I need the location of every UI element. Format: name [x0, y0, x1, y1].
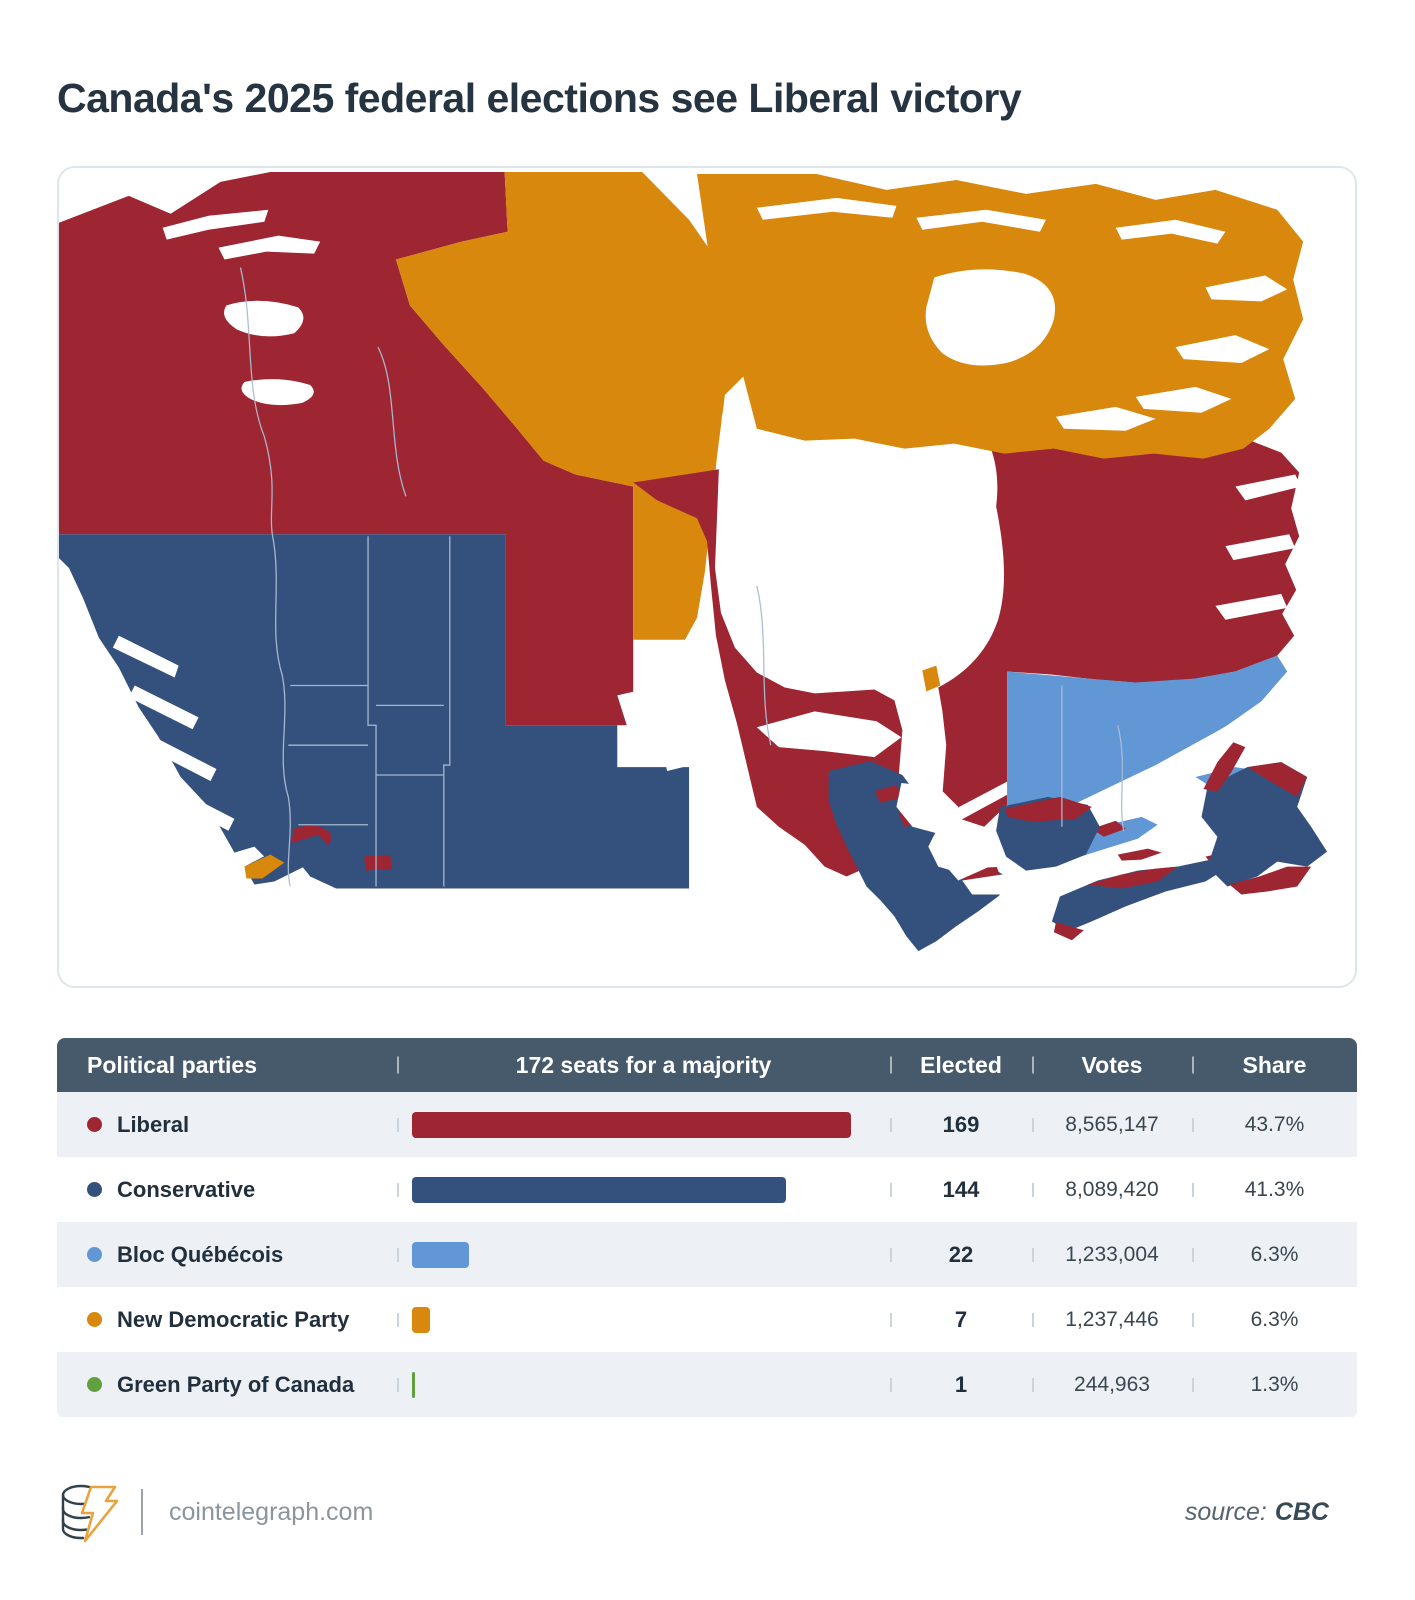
party-name: Bloc Québécois — [117, 1241, 284, 1267]
votes-count: 8,089,420 — [1065, 1177, 1159, 1201]
source-value: CBC — [1274, 1498, 1329, 1526]
header-majority: 172 seats for a majority — [515, 1051, 772, 1078]
column-divider — [1032, 1118, 1034, 1132]
votes-count: 1,233,004 — [1065, 1242, 1159, 1266]
party-name: New Democratic Party — [117, 1306, 350, 1332]
votes-count: 244,963 — [1074, 1372, 1150, 1396]
source-label: source: — [1184, 1498, 1267, 1526]
table-row-ndp — [57, 1287, 1357, 1352]
table-row-liberal — [57, 1092, 1357, 1157]
column-divider — [890, 1057, 892, 1074]
table-row-bloc-quebecois — [57, 1222, 1357, 1287]
table-row-green-party — [57, 1352, 1357, 1417]
column-divider — [890, 1313, 892, 1327]
column-divider — [1032, 1313, 1034, 1327]
column-divider — [1032, 1057, 1034, 1074]
column-divider — [397, 1313, 399, 1327]
vote-share: 6.3% — [1250, 1307, 1299, 1331]
party-dot — [87, 1247, 102, 1262]
canada-election-map — [57, 166, 1357, 988]
column-divider — [1032, 1248, 1034, 1262]
brand — [57, 1476, 373, 1548]
column-divider — [1032, 1183, 1034, 1197]
brand-site-text[interactable]: cointelegraph.com — [169, 1497, 374, 1526]
column-divider — [1192, 1248, 1194, 1262]
column-divider — [1032, 1378, 1034, 1392]
results-table — [57, 1038, 1357, 1417]
header-elected: Elected — [920, 1051, 1002, 1078]
seat-bar — [412, 1242, 469, 1268]
column-divider — [1192, 1313, 1194, 1327]
cointelegraph-logo-icon — [57, 1479, 119, 1545]
elected-count: 1 — [954, 1371, 968, 1397]
column-divider — [890, 1378, 892, 1392]
column-divider — [890, 1183, 892, 1197]
page-title: Canada's 2025 federal elections see Liberal victory — [57, 75, 1022, 122]
column-divider — [397, 1378, 399, 1392]
column-divider — [397, 1057, 399, 1074]
footer — [57, 1476, 1357, 1556]
brand-divider — [141, 1489, 143, 1535]
column-divider — [397, 1183, 399, 1197]
vote-share: 43.7% — [1244, 1112, 1305, 1136]
column-divider — [1192, 1378, 1194, 1392]
table-row-conservative — [57, 1157, 1357, 1222]
column-divider — [890, 1248, 892, 1262]
seat-bar — [412, 1372, 415, 1398]
table-header — [57, 1038, 1357, 1092]
party-name: Liberal — [117, 1111, 190, 1137]
party-dot — [87, 1377, 102, 1392]
column-divider — [1192, 1057, 1194, 1074]
votes-count: 8,565,147 — [1065, 1112, 1159, 1136]
source-attribution — [1185, 1498, 1329, 1527]
elected-count: 169 — [942, 1111, 980, 1137]
header-political-parties: Political parties — [87, 1051, 258, 1078]
column-divider — [397, 1248, 399, 1262]
elected-count: 22 — [948, 1241, 974, 1267]
map-region-nova-scotia[interactable] — [1052, 859, 1229, 932]
vote-share: 6.3% — [1250, 1242, 1299, 1266]
header-share: Share — [1242, 1051, 1307, 1078]
column-divider — [890, 1118, 892, 1132]
party-dot — [87, 1182, 102, 1197]
vote-share: 41.3% — [1244, 1177, 1305, 1201]
party-name: Green Party of Canada — [117, 1371, 355, 1397]
party-name: Conservative — [117, 1176, 256, 1202]
header-votes: Votes — [1081, 1051, 1143, 1078]
seat-bar — [412, 1177, 786, 1203]
column-divider — [1192, 1118, 1194, 1132]
vote-share: 1.3% — [1250, 1372, 1299, 1396]
column-divider — [1192, 1183, 1194, 1197]
seat-bar — [412, 1307, 430, 1333]
votes-count: 1,237,446 — [1065, 1307, 1159, 1331]
column-divider — [397, 1118, 399, 1132]
party-dot — [87, 1117, 102, 1132]
party-dot — [87, 1312, 102, 1327]
canada-map-svg — [59, 168, 1355, 986]
seat-bar — [412, 1112, 851, 1138]
elected-count: 144 — [942, 1176, 980, 1202]
elected-count: 7 — [954, 1306, 968, 1332]
